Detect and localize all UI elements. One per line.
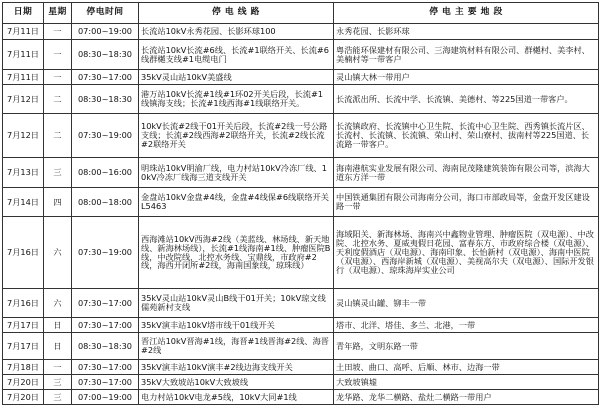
cell-time: 08:00~18:00 (72, 188, 139, 217)
cell-time: 08:30~18:30 (72, 40, 139, 70)
table-row (3, 289, 599, 318)
table-row (3, 85, 599, 114)
cell-date: 7月20日 (3, 390, 44, 405)
cell-lines: 金盘站10kV金盘#4线，金盘#4线保#6线联络开关L5463 (139, 188, 334, 217)
cell-date: 7月12日 (3, 114, 44, 158)
cell-weekday: 一 (44, 24, 72, 40)
cell-date: 7月13日 (3, 158, 44, 188)
table-row (3, 24, 599, 40)
cell-weekday: 六 (44, 289, 72, 318)
table-row (3, 390, 599, 405)
cell-time: 08:30~18:30 (72, 85, 139, 114)
cell-weekday: 六 (44, 217, 72, 289)
table-row (3, 188, 599, 217)
cell-lines: 35kV灵山站10kV灵山B线干01开关；10kV琼文线儒苑新村支线 (139, 289, 334, 318)
cell-areas: 土田坡、曲口、高呼、后順、林市、边海一带 (334, 360, 599, 375)
cell-date: 7月16日 (3, 217, 44, 289)
cell-weekday: 二 (44, 85, 72, 114)
cell-time: 07:30~17:00 (72, 375, 139, 390)
cell-areas: 长流镇政府、长流镇中心卫生院、长流中心卫生院、西秀镇长流片区、长流村、长流镇、长流镇、荣山村、荣山寮村、拔南村等225国道、长流路一带客户。 (334, 114, 599, 158)
cell-lines: 港万站10kV长流#1线#1环02开关后段，长流#1线镇海支线；长流#1线西海#1线联络开关。 (139, 85, 334, 114)
cell-areas: 青年路，文明东路一带 (334, 333, 599, 360)
cell-lines: 明珠站10kV明渝厂线，电力村站10kV冷冻厂线、10kV冷冻厂线海三道支线开关 (139, 158, 334, 188)
table-row (3, 114, 599, 158)
table-row (3, 375, 599, 390)
table-row (3, 360, 599, 375)
cell-time: 07:30~19:00 (72, 217, 139, 289)
cell-date: 7月16日 (3, 289, 44, 318)
cell-time: 07:30~17:00 (72, 289, 139, 318)
header-weekday: 星期 (44, 3, 72, 24)
outage-table (2, 2, 599, 405)
cell-weekday: 三 (44, 158, 72, 188)
table-row (3, 318, 599, 333)
cell-date: 7月14日 (3, 188, 44, 217)
table-row (3, 217, 599, 289)
cell-lines: 35kV演丰站10kV塔市线干01线开关 (139, 318, 334, 333)
cell-weekday: 一 (44, 40, 72, 70)
cell-weekday: 二 (44, 114, 72, 158)
outage-schedule (2, 2, 598, 404)
table-row (3, 40, 599, 70)
table-row (3, 70, 599, 85)
cell-areas: 灵山镇大林一带用户 (334, 70, 599, 85)
header-date: 日期 (3, 3, 44, 24)
cell-time: 07:30~19:00 (72, 114, 139, 158)
table-row (3, 333, 599, 360)
cell-areas: 长流派出所、长流中学、长流镇、美德村、等225国道一带客户。 (334, 85, 599, 114)
header-outage-areas: 停 电 主 要 地 段 (334, 3, 599, 24)
cell-lines: 35kV灵山站10kV美盛线 (139, 70, 334, 85)
cell-weekday: 一 (44, 70, 72, 85)
cell-date: 7月17日 (3, 318, 44, 333)
cell-weekday: 四 (44, 188, 72, 217)
cell-lines: 长流站10kV长流#6线、长流#1联络开关、长流#6线群樾支线#1电缆电门 (139, 40, 334, 70)
cell-lines: 晋江站10kV晋海#1线，海晋#1线晋海#2线、海晋#2线 (139, 333, 334, 360)
cell-areas: 龙华路、龙华二横路、盐灶二横路一带用户 (334, 390, 599, 405)
cell-weekday: 三 (44, 390, 72, 405)
cell-areas: 大致坡镇墟 (334, 375, 599, 390)
cell-areas: 中国铁通集团有限公司海南分公司，海口市部政局等，金盘开发区建设路一带 (334, 188, 599, 217)
table-header-row (3, 3, 599, 24)
cell-lines: 长流站10kV永秀花园、长影环球100 (139, 24, 334, 40)
cell-time: 07:00~19:00 (72, 390, 139, 405)
cell-date: 7月12日 (3, 85, 44, 114)
header-outage-time: 停电时间 (72, 3, 139, 24)
cell-lines: 35kV大致坡站10kV大致坡线 (139, 375, 334, 390)
cell-weekday: 日 (44, 318, 72, 333)
header-outage-lines: 停 电 线 路 (139, 3, 334, 24)
cell-areas: 粤浩能环保建材有限公司、三海建筑材料有限公司、群樾村、美李村、美楠村等一带客户 (334, 40, 599, 70)
cell-time: 08:30~18:30 (72, 333, 139, 360)
cell-areas: 灵山镇灵山罐、铆丰一带 (334, 289, 599, 318)
cell-time: 07:30~17:00 (72, 360, 139, 375)
cell-lines: 10kV长流#2线干01开关后段，长流#2线一号公路支线；长流#2线西海#2联络开关，长流#2线长流#2联络开关 (139, 114, 334, 158)
cell-areas: 塔市、北洋、塔佳、多兰、北港，一带 (334, 318, 599, 333)
cell-time: 07:30~17:00 (72, 70, 139, 85)
cell-lines: 35kV演丰站10kV演丰#2线边海支线开关 (139, 360, 334, 375)
cell-areas: 永秀花园、长影环球 (334, 24, 599, 40)
cell-time: 07:30~17:00 (72, 318, 139, 333)
cell-date: 7月20日 (3, 375, 44, 390)
cell-date: 7月11日 (3, 24, 44, 40)
cell-weekday: 三 (44, 375, 72, 390)
cell-areas: 海域阳关、新海林场、海南兴中鑫物业管理、肿瘤医院（双电源）、中改院、北控水务、夏威夷假日花园、富春东方、市政府综合楼（双电源）、天利度假酒店（双电源）、海南印象、长怡新村（双电源）、海南中医院（双电源）、西海岸新城（双电源）、美视高尔夫（双电源）、国际开发银行（双电源）、琼珠海岸实业公司 (334, 217, 599, 289)
cell-lines: 电力村站10kV电龙#5线，10kV大同#1线 (139, 390, 334, 405)
cell-lines: 西海滩站10kV西海#2线（美蓝线、林场线、新天地线、新海林场线），长流#1线海南#1线、肿瘤医院B线，中改院线，北控水务线、宝鼎线，市政府#2线，海西开闭所#2线，海南国象线，琼珠线） (139, 217, 334, 289)
cell-time: 07:00~19:00 (72, 24, 139, 40)
cell-areas: 海南港航实业发展有限公司、海南昆茂隆建筑装饰有限公司等，滨海大道东方洋一带 (334, 158, 599, 188)
table-row (3, 158, 599, 188)
cell-time: 08:00~16:00 (72, 158, 139, 188)
cell-date: 7月11日 (3, 40, 44, 70)
cell-weekday: 一 (44, 360, 72, 375)
cell-date: 7月17日 (3, 333, 44, 360)
cell-weekday: 日 (44, 333, 72, 360)
cell-date: 7月11日 (3, 70, 44, 85)
cell-date: 7月18日 (3, 360, 44, 375)
